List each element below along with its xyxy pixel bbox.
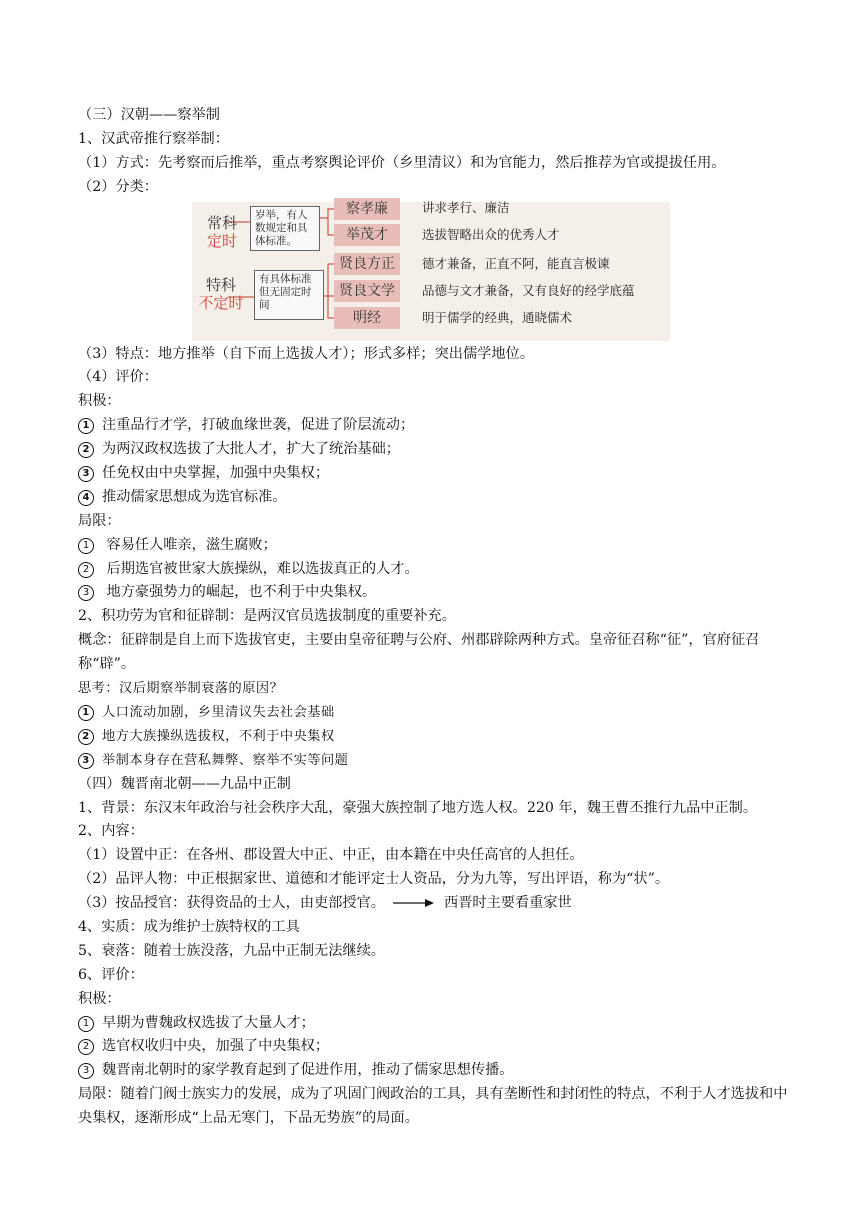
number-badge: 2	[78, 729, 94, 745]
number-badge: 3	[78, 753, 94, 769]
category-note: 有具体标准但无固定时间	[254, 270, 324, 320]
paragraph: （1）设置中正：在各州、郡设置大中正、中正，由本籍在中央任高官的人担任。	[78, 847, 584, 864]
paragraph: （4）评价：	[78, 369, 158, 386]
number-badge: 1	[78, 418, 94, 434]
paragraph: 2、积功劳为官和征辟制：是两汉官员选拔制度的重要补充。	[78, 608, 456, 625]
number-badge: 1	[78, 538, 94, 554]
list-item: 1 注重品行才学，打破血缘世袭，促进了阶层流动；	[78, 414, 790, 438]
paragraph: 局限：随着门阀士族实力的发展，成为了巩固门阀政治的工具，具有垄断性和封闭性的特点，不利于人才选拔和中央集权，逐渐形成“上品无寒门，下品无势族”的局面。	[78, 1086, 788, 1127]
list-item: 1 早期为曹魏政权选拔了大量人才；	[78, 1012, 790, 1036]
subtype-desc: 德才兼备，正直不阿，能直言极谏	[422, 255, 610, 271]
subtype-tag: 贤良方正	[334, 253, 400, 275]
list-item: 1 人口流动加剧，乡里清议失去社会基础	[78, 701, 790, 725]
right-arrow-icon	[393, 898, 435, 908]
paragraph: 1、背景：东汉末年政治与社会秩序大乱，豪强大族控制了地方选人权。220 年，魏王曹丕推行九品中正制。	[78, 799, 758, 816]
subtype-desc: 选拔智略出众的优秀人才	[422, 226, 560, 242]
document-page	[78, 104, 790, 1131]
list-item: 4 推动儒家思想成为选官标准。	[78, 486, 790, 510]
paragraph: 概念：征辟制是自上而下选拔官吏，主要由皇帝征聘与公府、州郡辟除两种方式。皇帝征召称“征”，官府征召称“辟”。	[78, 632, 760, 673]
subtype-tag: 举茂才	[334, 224, 400, 246]
number-badge: 2	[78, 442, 94, 458]
paragraph: （3）特点：地方推举（自下而上选拔人才）；形式多样；突出儒学地位。	[78, 345, 534, 362]
classification-chart	[192, 199, 670, 341]
paragraph: 4、实质：成为维护士族特权的工具	[78, 918, 300, 935]
category-sub-label: 定时	[206, 231, 237, 250]
category-label: 特科	[205, 275, 236, 294]
category-regular	[198, 214, 246, 250]
list-item: 2 选官权收归中央，加强了中央集权；	[78, 1035, 790, 1059]
category-note: 岁举，有人数规定和具体标准。	[250, 206, 320, 251]
number-badge: 3	[78, 1063, 94, 1079]
paragraph: 6、评价：	[78, 966, 144, 983]
subtype-tag: 察孝廉	[334, 198, 400, 220]
label-limitation: 局限：	[78, 512, 121, 529]
paragraph: （2）分类：	[78, 178, 158, 195]
paragraph: 1、汉武帝推行察举制：	[78, 130, 229, 147]
number-badge: 2	[78, 562, 94, 578]
list-item: 3 地方豪强势力的崛起，也不利于中央集权。	[78, 581, 790, 605]
list-item: 3 任免权由中央掌握，加强中央集权；	[78, 462, 790, 486]
number-badge: 4	[78, 490, 94, 506]
subtype-tag: 明经	[334, 307, 400, 329]
list-item: 2 为两汉政权选拔了大批人才，扩大了统治基础；	[78, 438, 790, 462]
list-item: 3 魏晋南北朝时的家学教育起到了促进作用，推动了儒家思想传播。	[78, 1059, 790, 1083]
list-item: 2 后期选官被世家大族操纵，难以选拔真正的人才。	[78, 558, 790, 582]
section-heading: （三）汉朝——察举制	[78, 107, 220, 123]
section-heading: （四）魏晋南北朝——九品中正制	[78, 775, 291, 792]
number-badge: 1	[78, 1016, 94, 1032]
subtype-tag: 贤良文学	[334, 280, 400, 302]
subtype-desc: 明于儒学的经典，通晓儒术	[422, 309, 573, 325]
paragraph: （3）按品授官：获得资品的士人，由吏部授官。 西晋时主要看重家世	[78, 895, 572, 912]
classification-figure	[78, 199, 790, 343]
list-item: 2 地方大族操纵选拔权，不利于中央集权	[78, 725, 790, 749]
paragraph: （2）品评人物：中正根据家世、道德和才能评定士人资品，分为九等，写出评语，称为“状”。	[78, 871, 670, 888]
label-positive: 积极：	[78, 393, 121, 410]
number-badge: 2	[78, 1039, 94, 1055]
category-label: 常科	[206, 213, 237, 232]
question: 思考：汉后期察举制衰落的原因？	[78, 681, 284, 697]
label-positive: 积极：	[78, 990, 121, 1007]
category-special	[196, 276, 246, 312]
subtype-desc: 讲求孝行、廉洁	[422, 199, 510, 215]
list-item: 3 举制本身存在营私舞弊、察举不实等问题	[78, 749, 790, 773]
number-badge: 3	[78, 466, 94, 482]
paragraph: 2、内容：	[78, 823, 144, 840]
paragraph: （1）方式：先考察而后推举，重点考察舆论评价（乡里清议）和为官能力，然后推荐为官或提拔任用。	[78, 154, 726, 171]
category-sub-label: 不定时	[198, 293, 244, 312]
paragraph: 5、衰落：随着士族没落，九品中正制无法继续。	[78, 942, 385, 959]
list-item: 1 容易任人唯亲，滋生腐败；	[78, 534, 790, 558]
subtype-desc: 品德与文才兼备，又有良好的经学底蕴	[422, 282, 635, 298]
number-badge: 3	[78, 585, 94, 601]
number-badge: 1	[78, 705, 94, 721]
